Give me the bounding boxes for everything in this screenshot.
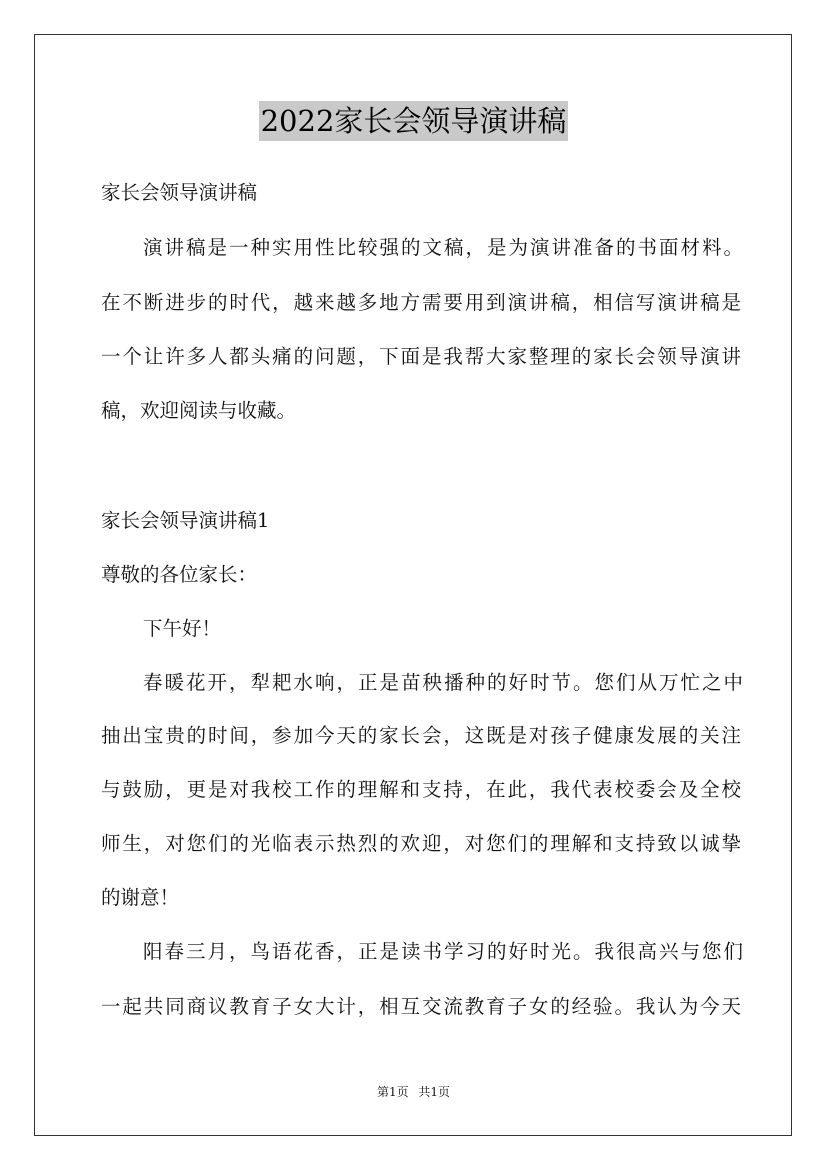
- paragraph-line: 抽出宝贵的时间，参加今天的家长会，这既是对孩子健康发展的关注: [101, 724, 741, 747]
- page-number-current: 第1页: [376, 1085, 409, 1099]
- paragraph-line: 春暖花开，犁耙水响，正是苗秧播种的好时节。您们从万忙之中: [143, 671, 743, 694]
- page-number-total: 共1页: [418, 1085, 451, 1099]
- salutation: 尊敬的各位家长：: [101, 563, 258, 586]
- document-title: 2022家长会领导演讲稿: [259, 101, 569, 141]
- paragraph-line: 一起共同商议教育子女大计，相互交流教育子女的经验。我认为今天: [101, 995, 741, 1018]
- paragraph-line: 的谢意！: [101, 886, 180, 909]
- paragraph-line: 稿，欢迎阅读与收藏。: [101, 399, 297, 422]
- greeting: 下午好！: [143, 617, 222, 640]
- paragraph-line: 阳春三月，鸟语花香，正是读书学习的好时光。我很高兴与您们: [143, 940, 743, 963]
- subtitle-line: 家长会领导演讲稿: [101, 181, 258, 204]
- title-wrap: [0, 101, 827, 141]
- page-footer: [0, 1083, 827, 1101]
- paragraph-line: 师生，对您们的光临表示热烈的欢迎，对您们的理解和支持致以诚挚: [101, 832, 741, 855]
- paragraph-line: 在不断进步的时代，越来越多地方需要用到演讲稿，相信写演讲稿是: [101, 291, 741, 314]
- paragraph-line: 演讲稿是一种实用性比较强的文稿，是为演讲准备的书面材料。: [143, 236, 743, 259]
- section-heading: 家长会领导演讲稿1: [101, 509, 270, 532]
- paragraph-line: 一个让许多人都头痛的问题，下面是我帮大家整理的家长会领导演讲: [101, 345, 741, 368]
- paragraph-line: 与鼓励，更是对我校工作的理解和支持，在此，我代表校委会及全校: [101, 778, 741, 801]
